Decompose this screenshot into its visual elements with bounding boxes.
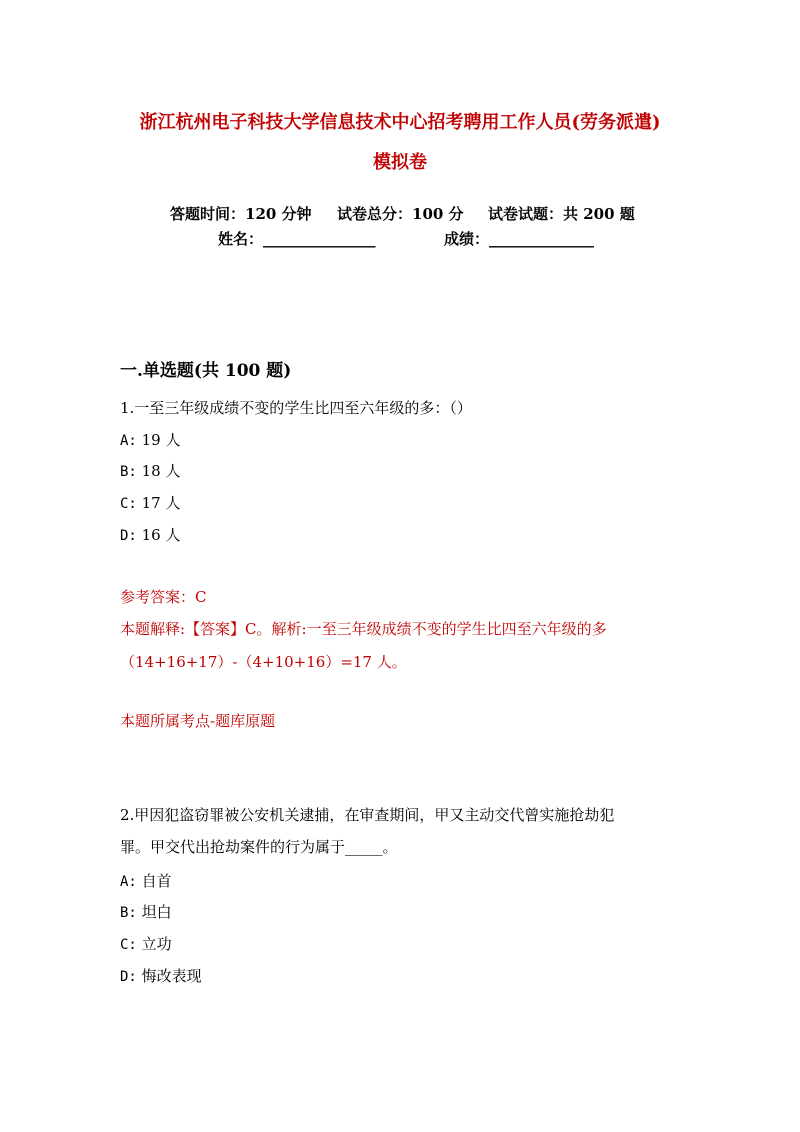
option-label: A: <box>120 874 137 890</box>
exam-title: 浙江杭州电子科技大学信息技术中心招考聘用工作人员(劳务派遣) <box>139 112 661 133</box>
question-1-explanation-cont: （14+16+17）-（4+10+16）=17 人。 <box>120 653 407 671</box>
exam-subtitle: 模拟卷 <box>373 152 427 173</box>
option-text: 19 人 <box>141 431 181 449</box>
question-1-answer: 参考答案：C <box>120 588 207 606</box>
option-label: D: <box>120 969 137 985</box>
question-2-option-a <box>120 870 172 891</box>
question-2-option-d <box>120 965 202 986</box>
option-label: A: <box>120 433 137 449</box>
option-text: 自首 <box>141 872 172 890</box>
option-text: 坦白 <box>141 903 172 921</box>
exam-total-score: 试卷总分：100 分 <box>337 205 464 223</box>
option-label: B: <box>120 464 137 480</box>
question-1-option-c <box>120 492 181 513</box>
option-text: 16 人 <box>141 526 181 544</box>
question-1-option-d <box>120 524 181 545</box>
exam-question-count: 试卷试题：共 200 题 <box>488 205 635 223</box>
option-text: 悔改表现 <box>141 967 202 985</box>
question-1-explanation: 本题解释:【答案】C。解析:一至三年级成绩不变的学生比四至六年级的多 <box>120 620 607 638</box>
question-1-source: 本题所属考点-题库原题 <box>120 712 276 730</box>
exam-time: 答题时间：120 分钟 <box>170 205 312 223</box>
question-1-text: 1.一至三年级成绩不变的学生比四至六年级的多：（） <box>120 399 472 417</box>
option-label: C: <box>120 496 137 512</box>
option-label: D: <box>120 528 137 544</box>
question-2-option-c <box>120 933 172 954</box>
question-2-text-cont: 罪。甲交代出抢劫案件的行为属于_____。 <box>120 838 398 856</box>
option-text: 立功 <box>141 935 172 953</box>
question-1-option-a <box>120 429 181 450</box>
question-2-text: 2.甲因犯盗窃罪被公安机关逮捕，在审查期间，甲又主动交代曾实施抢劫犯 <box>120 806 615 824</box>
question-2-option-b <box>120 901 172 922</box>
question-1-option-b <box>120 460 181 481</box>
grade-field: 成绩：______________ <box>444 230 595 248</box>
name-field: 姓名：_______________ <box>218 230 376 248</box>
section-title: 一.单选题(共 100 题) <box>120 361 292 381</box>
option-label: B: <box>120 905 137 921</box>
option-text: 17 人 <box>141 494 181 512</box>
option-text: 18 人 <box>141 462 181 480</box>
option-label: C: <box>120 937 137 953</box>
